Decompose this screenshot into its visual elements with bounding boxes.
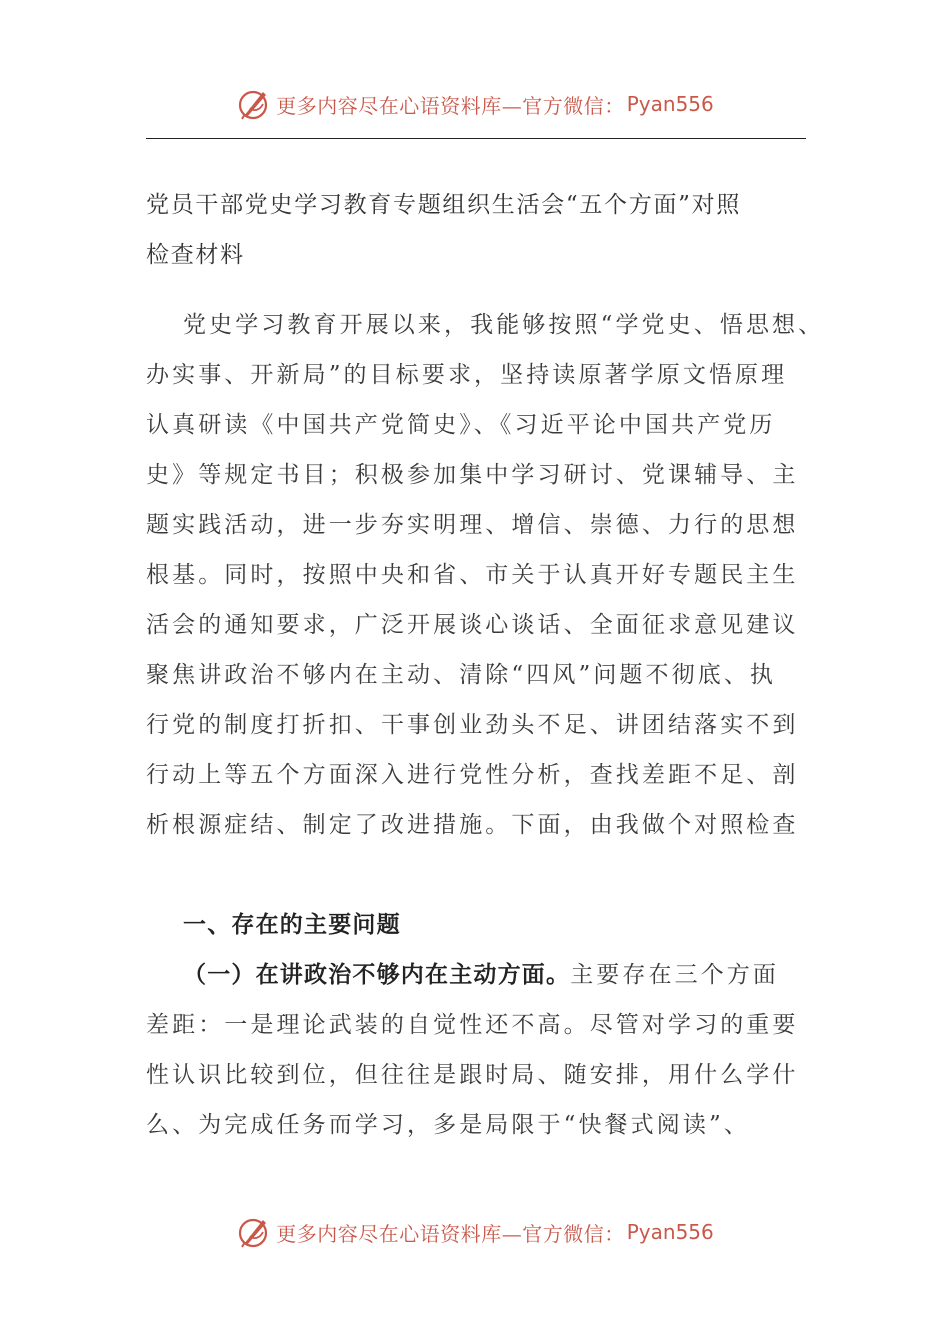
text-line (146, 950, 811, 1000)
watermark-text: 更多内容尽在心语资料库—官方微信： (276, 1221, 625, 1246)
section-heading: 一、存在的主要问题 (183, 911, 401, 938)
document-title (146, 180, 811, 280)
text-line: 党史学习教育开展以来，我能够按照“学党史、悟思想、 (183, 312, 825, 338)
text-line: 办实事、开新局”的目标要求，坚持读原著学原文悟原理 (146, 362, 788, 388)
watermark-wechat-id: Pyan556 (626, 92, 714, 116)
text-line: 认真研读《中国共产党简史》、《习近平论中国共产党历 (146, 412, 776, 438)
document-body (146, 180, 825, 1150)
quill-pen-logo-icon (236, 1214, 272, 1250)
text-line: 性认识比较到位，但往往是跟时局、随安排，用什么学什 (146, 1062, 799, 1088)
text-line: 行动上等五个方面深入进行党性分析，查找差距不足、剖 (146, 762, 799, 788)
text-line: 么、为完成任务而学习，多是局限于“快餐式阅读”、 (146, 1112, 750, 1138)
subsection-paragraph (146, 950, 811, 1150)
text-line: 活会的通知要求，广泛开展谈心谈话、全面征求意见建议 (146, 612, 799, 638)
subsection-lead: 主要存在三个方面 (570, 962, 780, 988)
watermark-banner-top (0, 84, 950, 124)
text-line: 行党的制度打折扣、干事创业劲头不足、讲团结落实不到 (146, 712, 799, 738)
watermark-banner-bottom (0, 1212, 950, 1252)
text-line: 根基。同时，按照中央和省、市关于认真开好专题民主生 (146, 562, 799, 588)
title-line-1: 党员干部党史学习教育专题组织生活会“五个方面”对照 (146, 192, 742, 218)
text-line: 差距：一是理论武装的自觉性还不高。尽管对学习的重要 (146, 1012, 799, 1038)
intro-paragraph (146, 300, 825, 850)
text-line: 聚焦讲政治不够内在主动、清除“四风”问题不彻底、执 (146, 662, 777, 688)
text-line: 史》等规定书目；积极参加集中学习研讨、党课辅导、主 (146, 462, 799, 488)
header-rule (146, 138, 806, 139)
watermark-text: 更多内容尽在心语资料库—官方微信： (276, 93, 625, 118)
watermark-wechat-id: Pyan556 (626, 1220, 714, 1244)
text-line: 析根源症结、制定了改进措施。下面，由我做个对照检查 (146, 812, 799, 838)
text-line: 题实践活动，进一步夯实明理、增信、崇德、力行的思想 (146, 512, 799, 538)
subsection-title: （一）在讲政治不够内在主动方面。 (183, 961, 571, 988)
quill-pen-logo-icon (236, 86, 272, 122)
title-line-2: 检查材料 (146, 242, 245, 268)
